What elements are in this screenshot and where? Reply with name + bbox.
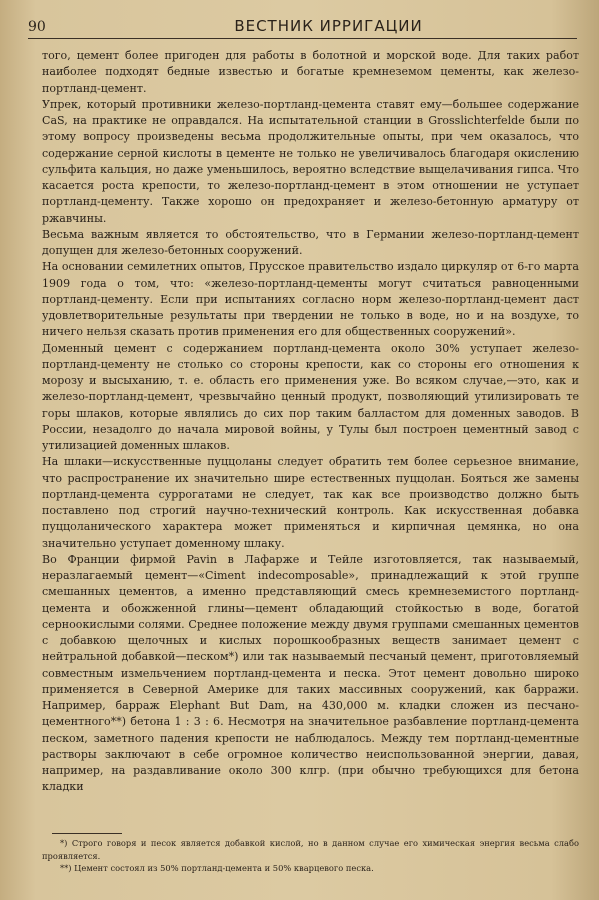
paragraph: На основании семилетних опытов, Прусское правительство издало циркуляр от 6-го марта 1909 года о том, что: «железо-портланд-цементы могут считаться равноценными портланд-цементу. Если при испытаниях согласно норм железо-портланд-цемент даст удовлетворительные результаты при твердении не только в воде, но и на воздухе, то ничего нельзя сказать против применения его для общественных сооружений». (42, 260, 579, 339)
running-title: ВЕСТНИК ИРРИГАЦИИ (234, 17, 423, 35)
page-header (28, 12, 577, 39)
paragraph: Весьма важным является то обстоятельство, что в Германии железо-портланд-цемент допущен для железо-бетонных сооружений. (42, 227, 579, 257)
page-number: 90 (28, 19, 46, 35)
paragraph: Доменный цемент с содержанием портланд-цемента около 30% уступает железо-портланд-цементу не столько со стороны крепости, как со стороны его отношения к морозу и высыханию, т. е. область его применения уже. Во всяком случае,—это, как и железо-портланд-цемент, чрезвычайно ценный продукт, позволяющий утилизировать те горы шлаков, которые являлись до сих пор таким балластом для доменных заводов. В России, незадолго до начала мировой войны, у Тулы был построен цементный завод с утилизацией доменных шлаков. (42, 341, 579, 452)
paragraph: того, цемент более пригоден для работы в болотной и морской воде. Для таких работ наиболее подходят бедные известью и богатые кремнеземом цементы, как железо-портланд-цемент. (42, 49, 579, 95)
paragraph: Упрек, который противники железо-портланд-цемента ставят ему—большее содержание CaS, на практике не оправдался. На испытательной станции в Grosslichterfelde были по этому вопросу произведены весьма продолжительные опыты, при чем оказалось, что содержание серной кислоты в цементе не только не увеличивалось благодаря окислению сульфита кальция, но даже уменьшилось, вероятно вследствие выщелачивания гипса. Что касается роста крепости, то железо-портланд-цемент в этом отношении не уступает портланд-цементу. Также хорошо он предохраняет и железо-бетонную арматуру от ржавчины. (42, 97, 579, 225)
paragraph: Во Франции фирмой Pavin в Лафарже и Тейле изготовляется, так называемый, неразлагаемый цемент—«Ciment indecomposable», принадлежащий к этой группе смешанных цементов, а именно представляющий смесь кремнеземистого портланд-цемента и обожженной глины—цемент обладающий стойкостью в воде, богатой серноокислыми солями. Среднее положение между двумя группами смешанных цементов с добавкою щелочных и кислых порошкообразных веществ занимает цемент с нейтральной добавкой—песком*) или так называемый песчаный цемент, приготовляемый совместным измельчением портланд-цемента и песка. Этот цемент довольно широко применяется в Северной Америке для таких массивных сооружений, как барражи. Например, барраж Elephant But Dam, на 430,000 м. кладки сложен из песчано-цементного**) бетона 1 : 3 : 6. Несмотря на значительное разбавление портланд-цемента песком, заметного падения крепости не наблюдалось. Между тем портланд-цементные растворы заключают в себе огромное количество неиспользованной энергии, давая, например, на раздавливание около 300 клгр. (при обычно требующихся для бетона кладки (42, 552, 579, 794)
footnote-separator (52, 833, 122, 834)
footnote: *) Строго говоря и песок является добавкой кислой, но в данном случае его химическая энергия весьма слабо проявляется. (42, 838, 579, 861)
body-text (42, 48, 579, 796)
footnote: **) Цемент состоял из 50% портланд-цемента и 50% кварцевого песка. (60, 863, 374, 873)
footnotes (42, 837, 579, 875)
paragraph: На шлаки—искусственные пуццоланы следует обратить тем более серьезное внимание, что распространение их значительно шире естественных пуццолан. Бояться же замены портланд-цемента суррогатами не следует, так как все производство должно быть поставлено под строгий научно-технический контроль. Как искусственная добавка пуццоланического характера может применяться и кирпичная цемянка, но она значительно уступает доменному шлаку. (42, 455, 579, 550)
